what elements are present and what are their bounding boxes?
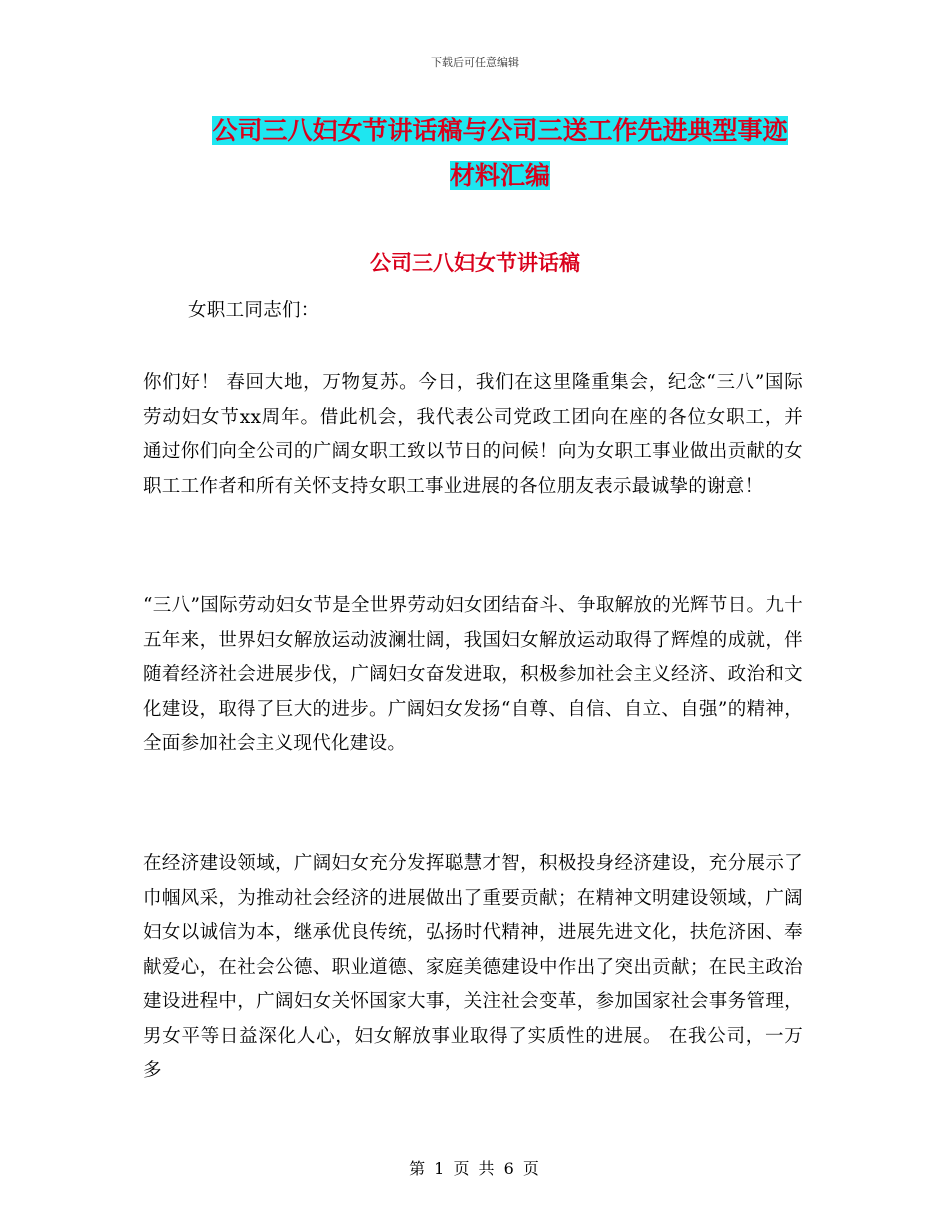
paragraph-2: “三八”国际劳动妇女节是全世界劳动妇女团结奋斗、争取解放的光辉节日。九十五年来，世界妇女解放运动波澜壮阔，我国妇女解放运动取得了辉煌的成就，伴随着经济社会进展步伐，广阔妇女奋发进取，积极参加社会主义经济、政治和文化建设，取得了巨大的进步。广阔妇女发扬“自尊、自信、自立、自强”的精神，全面参加社会主义现代化建设。	[143, 595, 803, 754]
document-title-line-2: 材料汇编	[449, 161, 550, 190]
paragraph-1: 你们好！ 春回大地，万物复苏。今日，我们在这里隆重集会，纪念“三八”国际劳动妇女节xx周年。借此机会，我代表公司党政工团向在座的各位女职工，并通过你们向全公司的广阔女职工致以节日的问候！向为女职工事业做出贡献的女职工工作者和所有关怀支持女职工事业进展的各位朋友表示最诚挚的谢意！	[143, 372, 803, 497]
section-title: 公司三八妇女节讲话稿	[370, 251, 580, 275]
page-footer: 第 1 页 共 6 页	[409, 1159, 541, 1178]
salutation: 女职工同志们：	[188, 300, 320, 321]
document-title	[180, 108, 820, 198]
document-title-line-1: 公司三八妇女节讲话稿与公司三送工作先进典型事迹	[212, 116, 788, 145]
paragraph-3: 在经济建设领域，广阔妇女充分发挥聪慧才智，积极投身经济建设，充分展示了巾帼风采，为推动社会经济的进展做出了重要贡献；在精神文明建设领域，广阔妇女以诚信为本，继承优良传统，弘扬时代精神，进展先进文化，扶危济困、奉献爱心，在社会公德、职业道德、家庭美德建设中作出了突出贡献；在民主政治建设进程中，广阔妇女关怀国家大事，关注社会变革，参加国家社会事务管理，男女平等日益深化人心，妇女解放事业取得了实质性的进展。 在我公司，一万多	[143, 853, 803, 1081]
header-note: 下载后可任意编辑	[431, 56, 519, 69]
